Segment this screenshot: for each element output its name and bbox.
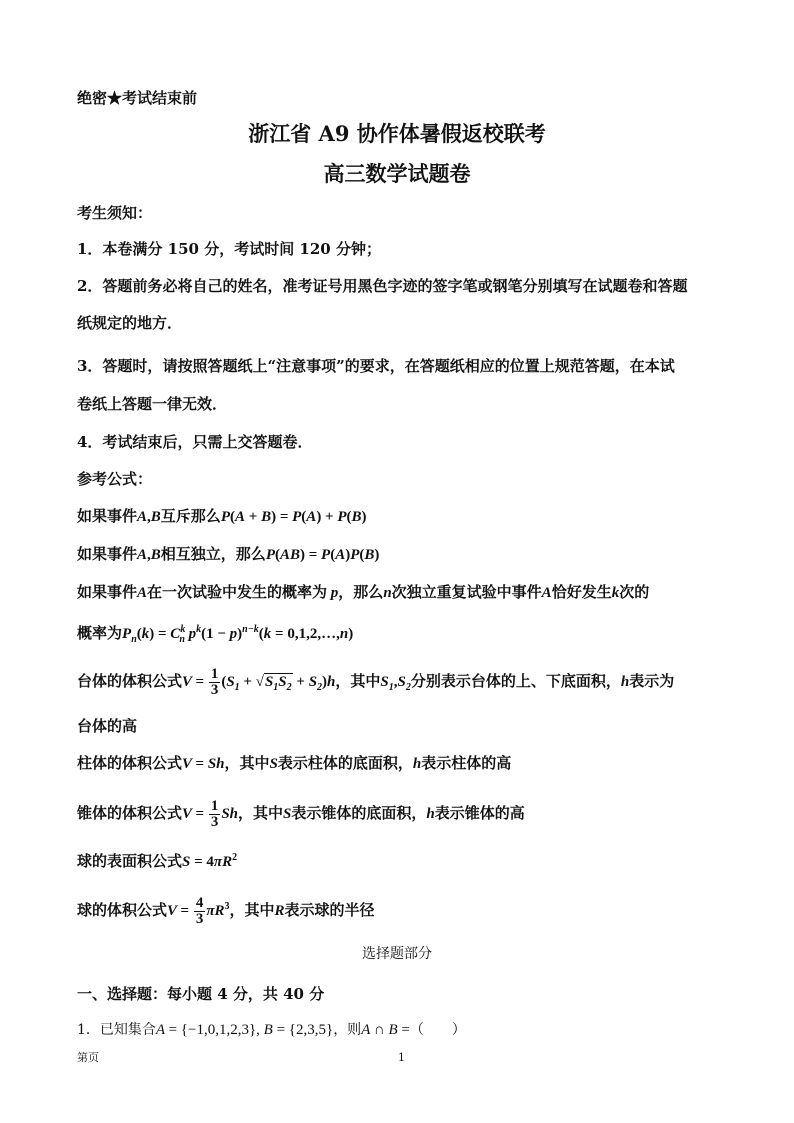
notice-item-3-cont: 卷纸上答题一律无效．: [77, 395, 228, 413]
section-heading: 一、选择题：每小题 4 分，共 40 分: [77, 985, 325, 1003]
page-number: 1: [398, 1051, 405, 1064]
question-1: 1．已知集合A = {−1,0,1,2,3}, B = {2,3,5}，则A ∩ B =（ ）: [77, 1022, 466, 1038]
notice-item-2-cont: 纸规定的地方．: [77, 314, 183, 332]
formula-prism: 柱体的体积公式V = Sh，其中S表示柱体的底面积，h表示柱体的高: [77, 754, 512, 772]
formula-independent: 如果事件A,B相互独立，那么P(AB) = P(A)P(B): [77, 545, 380, 563]
footer-left: 第页: [77, 1051, 99, 1064]
formula-frustum-cont: 台体的高: [77, 717, 138, 735]
formula-sphere-area: 球的表面积公式$S = 4\pi R^2$: [77, 852, 238, 870]
formula-binomial-cont: 概率为$P_n(k) = C^k_n$ $p^k(1 - p)^{n-k}(k$ = 0,1,2,…,n): [77, 624, 354, 645]
notice-item-2: 2．答题前务必将自己的姓名，准考证号用黑色字迹的签字笔或钢笔分别填写在试题卷和答题: [77, 277, 688, 295]
formula-binomial: 如果事件A在一次试验中发生的概率为 p，那么n次独立重复试验中事件A恰好发生k次的: [77, 583, 650, 601]
exam-subtitle: 高三数学试题卷: [323, 161, 471, 186]
formula-cone: 锥体的体积公式V = $\frac{1}{3}$ Sh，其中S表示锥体的底面积，h表示锥体的高: [77, 798, 525, 830]
notice-heading: 考生须知：: [77, 204, 153, 222]
formula-heading: 参考公式：: [77, 470, 153, 488]
notice-item-4: 4．考试结束后，只需上交答题卷．: [77, 433, 313, 451]
secret-mark: 绝密★考试结束前: [77, 89, 198, 107]
part-title: 选择题部分: [362, 946, 432, 962]
formula-frustum: 台体的体积公式V = $\frac{1}{3}$ $(S_1 + √S_1S_2 + S_2)h$，其中$S_1,S_2$分别表示台体的上、下底面积，h表示为: [77, 666, 675, 698]
notice-item-1: 1．本卷满分 150 分，考试时间 120 分钟；: [77, 240, 381, 258]
exam-title: 浙江省 A9 协作体暑假返校联考: [248, 121, 546, 146]
formula-sphere-volume: 球的体积公式V = $\frac{4}{3}$ $\pi R^3$，其中R表示球的半径: [77, 895, 375, 927]
formula-mutually-exclusive: 如果事件A,B互斥那么P(A + B) = P(A) + P(B): [77, 507, 367, 525]
notice-item-3: 3．答题时，请按照答题纸上“注意事项”的要求，在答题纸相应的位置上规范答题，在本试: [77, 357, 675, 375]
